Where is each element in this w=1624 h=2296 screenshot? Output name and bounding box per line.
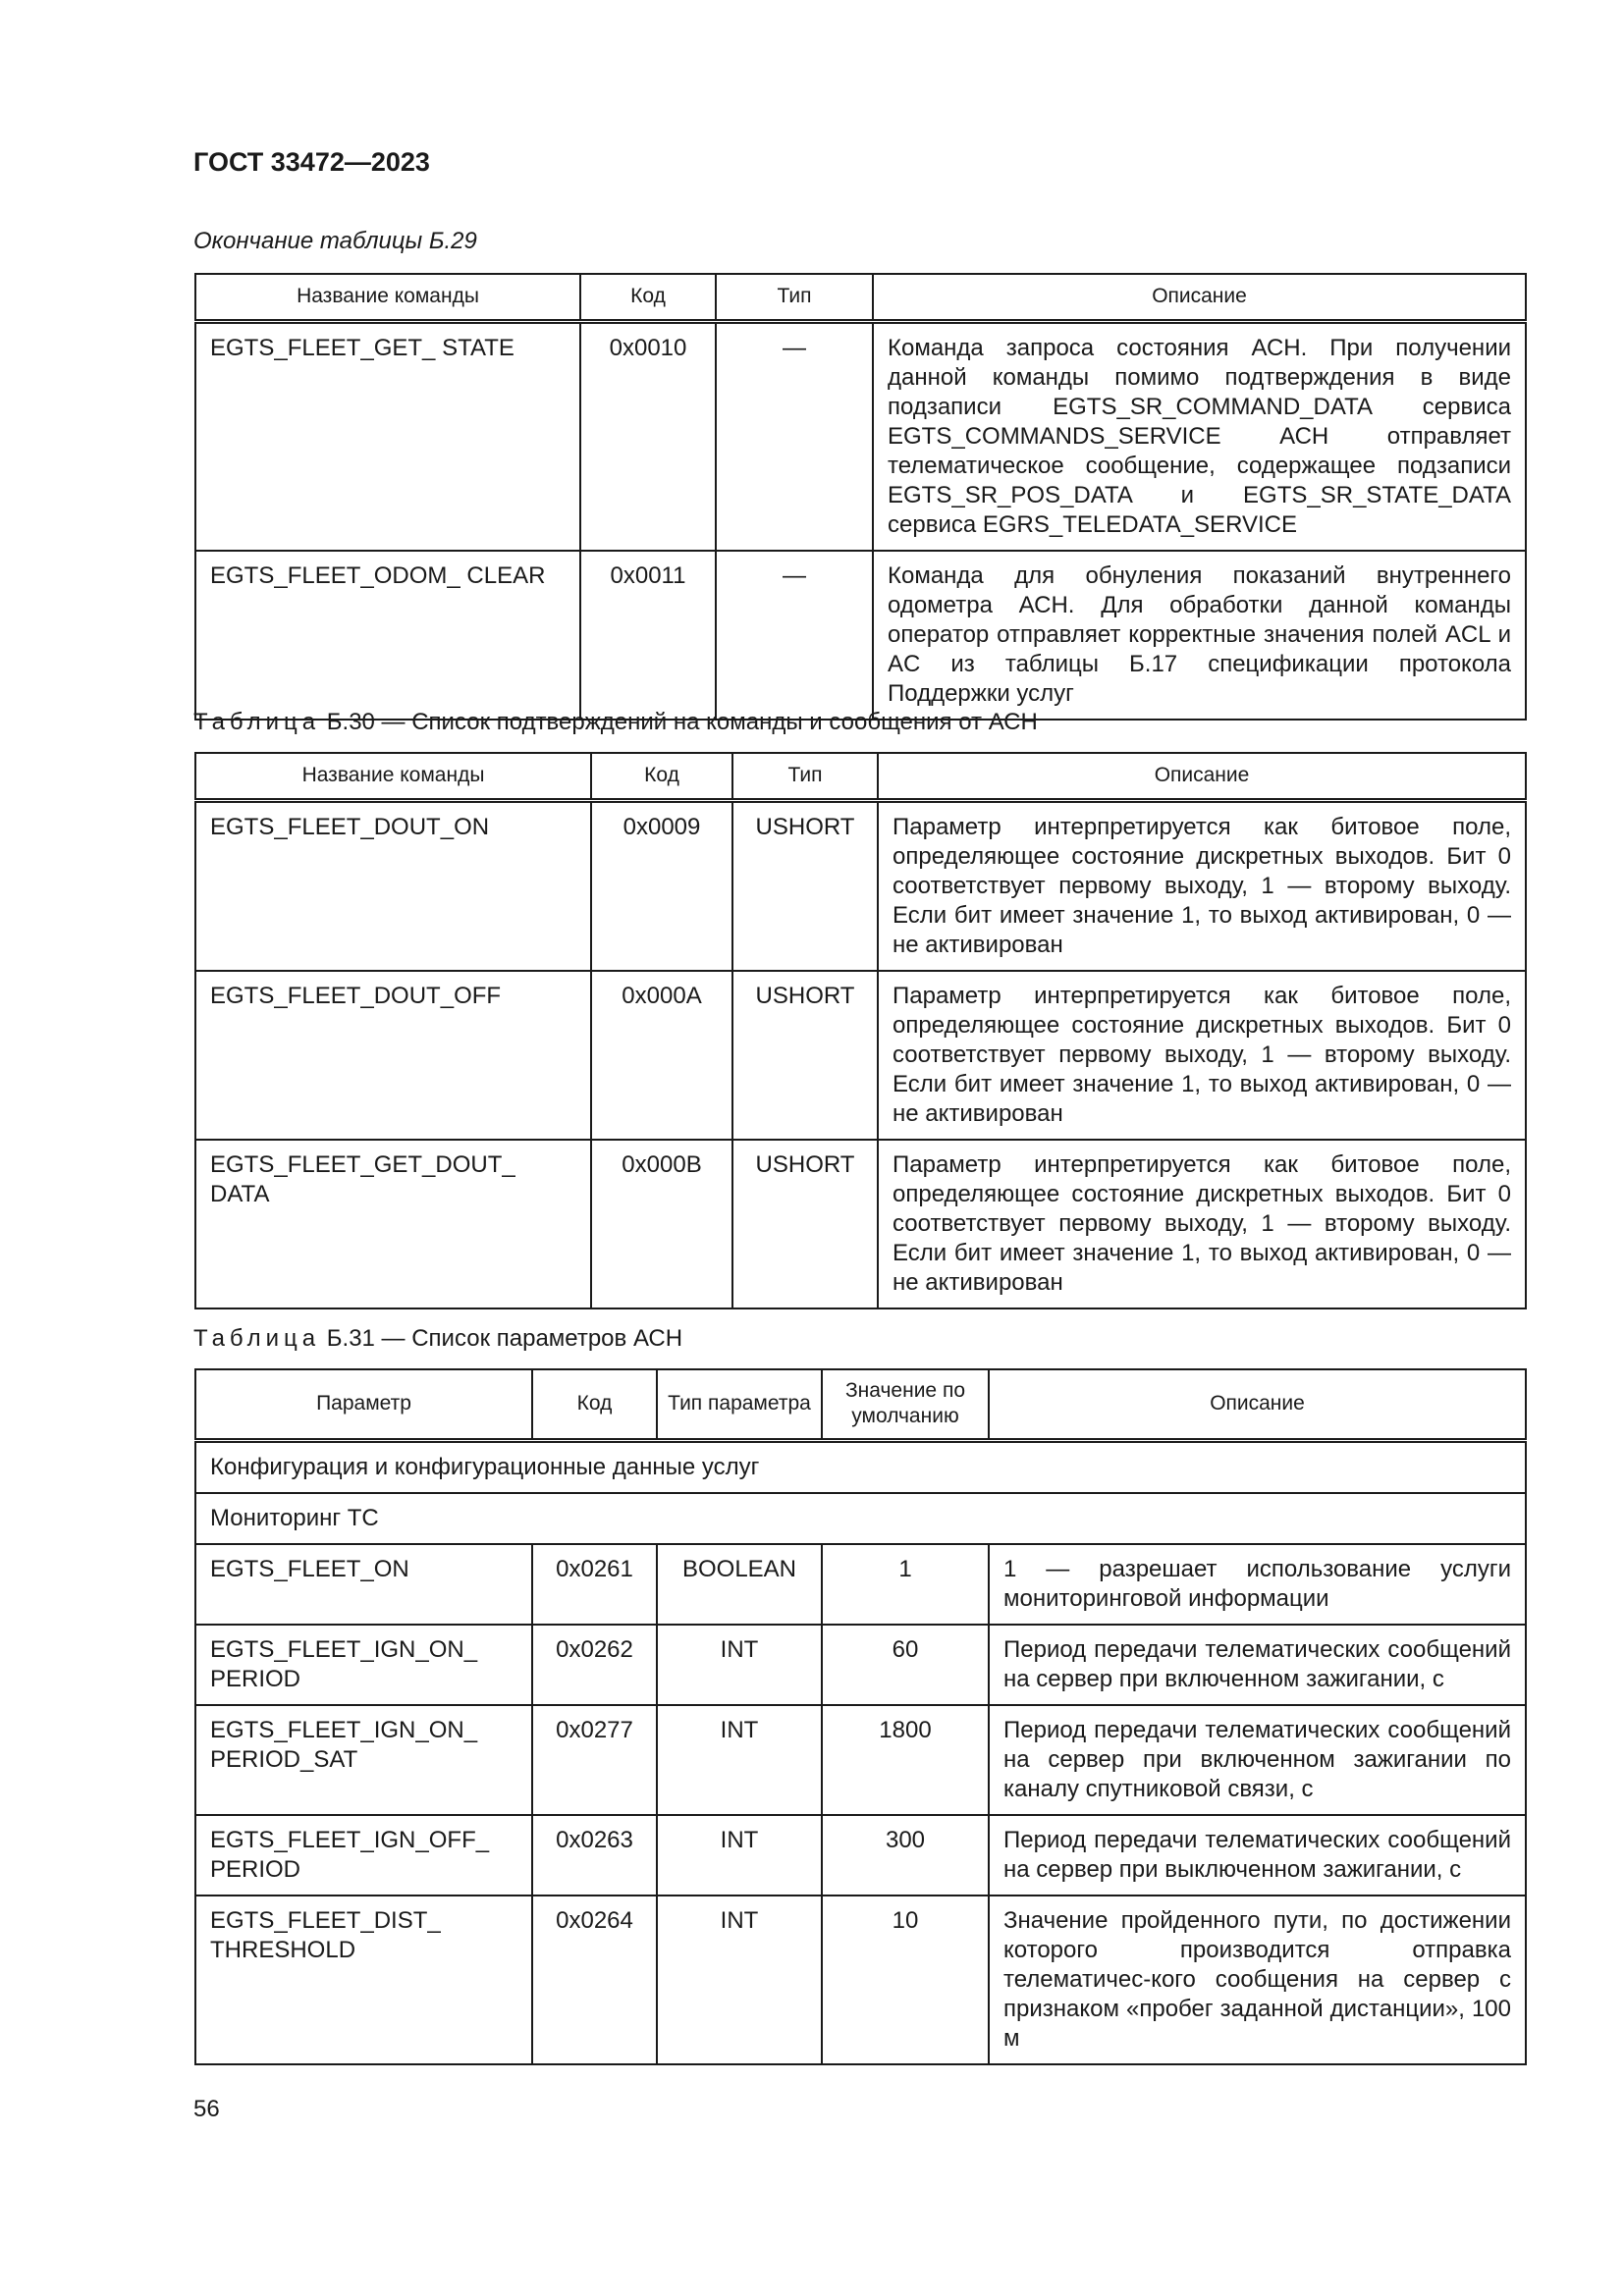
cell-code: 0x0264 [532,1896,657,2064]
cell-code: 0x0263 [532,1815,657,1896]
column-header: Описание [873,274,1526,321]
cell-parameter: EGTS_FLEET_IGN_ON_ PERIOD_SAT [195,1705,532,1815]
table-b29 [194,273,1527,721]
column-header: Тип параметра [657,1369,822,1440]
table-b29-caption: Окончание таблицы Б.29 [193,228,477,254]
cell-code: 0x0010 [580,321,716,551]
page-number: 56 [193,2096,220,2122]
column-header: Описание [878,753,1526,800]
table-row [195,1815,1526,1896]
cell-description: Команда запроса состояния АСН. При получении данной команды помимо подтверждения в виде подзаписи EGTS_SR_COMMAND_DATA сервиса EGTS_COMMANDS_SERVICE АСН отправляет телематическое сообщение, содержащее подзаписи EGTS_SR_POS_DATA и EGTS_SR_STATE_DATA сервиса EGRS_TELEDATA_SERVICE [873,321,1526,551]
cell-type: INT [657,1625,822,1705]
column-header: Название команды [195,753,591,800]
cell-code: 0x0261 [532,1544,657,1625]
cell-default-value: 10 [822,1896,989,2064]
cell-code: 0x0262 [532,1625,657,1705]
cell-code: 0x000A [591,971,732,1140]
cell-description: Значение пройденного пути, по достижении которого производится отправка телематичес-кого сообщения на сервер с признаком «пробег заданной дистанции», 100 м [989,1896,1526,2064]
cell-parameter: EGTS_FLEET_DIST_ THRESHOLD [195,1896,532,2064]
cell-default-value: 1 [822,1544,989,1625]
table-header-row [195,274,1526,321]
cell-type: USHORT [732,971,878,1140]
cell-code: 0x000B [591,1140,732,1308]
table-row [195,551,1526,720]
cell-type: USHORT [732,800,878,971]
caption-label: Таблица [193,709,321,735]
cell-type: INT [657,1896,822,2064]
cell-description: Период передачи телематических сообщений на сервер при включенном зажигании по каналу спутниковой связи, с [989,1705,1526,1815]
cell-type: USHORT [732,1140,878,1308]
document-header: ГОСТ 33472—2023 [193,147,430,177]
table-row [195,1705,1526,1815]
cell-type: BOOLEAN [657,1544,822,1625]
table-row [195,321,1526,551]
cell-description: Период передачи телематических сообщений на сервер при включенном зажигании, с [989,1625,1526,1705]
cell-type: INT [657,1815,822,1896]
caption-text: Б.30 — Список подтверждений на команды и сообщения от АСН [320,709,1038,735]
cell-parameter: EGTS_FLEET_IGN_ON_ PERIOD [195,1625,532,1705]
table-header-row [195,753,1526,800]
table-row [195,800,1526,971]
section-row [195,1440,1526,1493]
column-header: Описание [989,1369,1526,1440]
table-b30 [194,752,1527,1309]
cell-description: Параметр интерпретируется как битовое поле, определяющее состояние дискретных выходов. Бит 0 соответствует первому выходу, 1 — второму выходу. Если бит имеет значение 1, то выход активирован, 0 — не активирован [878,1140,1526,1308]
column-header: Код [591,753,732,800]
table-b30-caption [193,709,1038,736]
cell-command-name: EGTS_FLEET_GET_ STATE [195,321,580,551]
column-header: Тип [732,753,878,800]
caption-text: Б.31 — Список параметров АСН [320,1325,683,1352]
cell-code: 0x0009 [591,800,732,971]
table-row [195,1896,1526,2064]
table-row [195,1625,1526,1705]
column-header: Название команды [195,274,580,321]
column-header: Значение по умолчанию [822,1369,989,1440]
cell-default-value: 1800 [822,1705,989,1815]
cell-command-name: EGTS_FLEET_DOUT_ON [195,800,591,971]
cell-description: Период передачи телематических сообщений на сервер при выключенном зажигании, с [989,1815,1526,1896]
cell-command-name: EGTS_FLEET_ODOM_ CLEAR [195,551,580,720]
column-header: Код [580,274,716,321]
caption-label: Таблица [193,1325,321,1352]
table-b31 [194,1368,1527,2065]
cell-default-value: 300 [822,1815,989,1896]
section-title: Мониторинг ТС [195,1493,1526,1544]
table-b31-caption [193,1325,682,1353]
cell-command-name: EGTS_FLEET_GET_DOUT_ DATA [195,1140,591,1308]
cell-type: — [716,321,873,551]
section-row [195,1493,1526,1544]
table-row [195,971,1526,1140]
cell-description: Команда для обнуления показаний внутреннего одометра АСН. Для обработки данной команды оператор отправляет корректные значения полей ACL и AC из таблицы Б.17 спецификации протокола Поддержки услуг [873,551,1526,720]
section-title: Конфигурация и конфигурационные данные услуг [195,1440,1526,1493]
column-header: Тип [716,274,873,321]
column-header: Код [532,1369,657,1440]
table-row [195,1544,1526,1625]
table-row [195,1140,1526,1308]
column-header: Параметр [195,1369,532,1440]
cell-description: Параметр интерпретируется как битовое поле, определяющее состояние дискретных выходов. Бит 0 соответствует первому выходу, 1 — второму выходу. Если бит имеет значение 1, то выход активирован, 0 — не активирован [878,800,1526,971]
cell-type: INT [657,1705,822,1815]
cell-parameter: EGTS_FLEET_ON [195,1544,532,1625]
cell-command-name: EGTS_FLEET_DOUT_OFF [195,971,591,1140]
table-header-row [195,1369,1526,1440]
cell-code: 0x0011 [580,551,716,720]
cell-description: Параметр интерпретируется как битовое поле, определяющее состояние дискретных выходов. Бит 0 соответствует первому выходу, 1 — второму выходу. Если бит имеет значение 1, то выход активирован, 0 — не активирован [878,971,1526,1140]
cell-default-value: 60 [822,1625,989,1705]
cell-description: 1 — разрешает использование услуги мониторинговой информации [989,1544,1526,1625]
cell-type: — [716,551,873,720]
cell-parameter: EGTS_FLEET_IGN_OFF_ PERIOD [195,1815,532,1896]
cell-code: 0x0277 [532,1705,657,1815]
